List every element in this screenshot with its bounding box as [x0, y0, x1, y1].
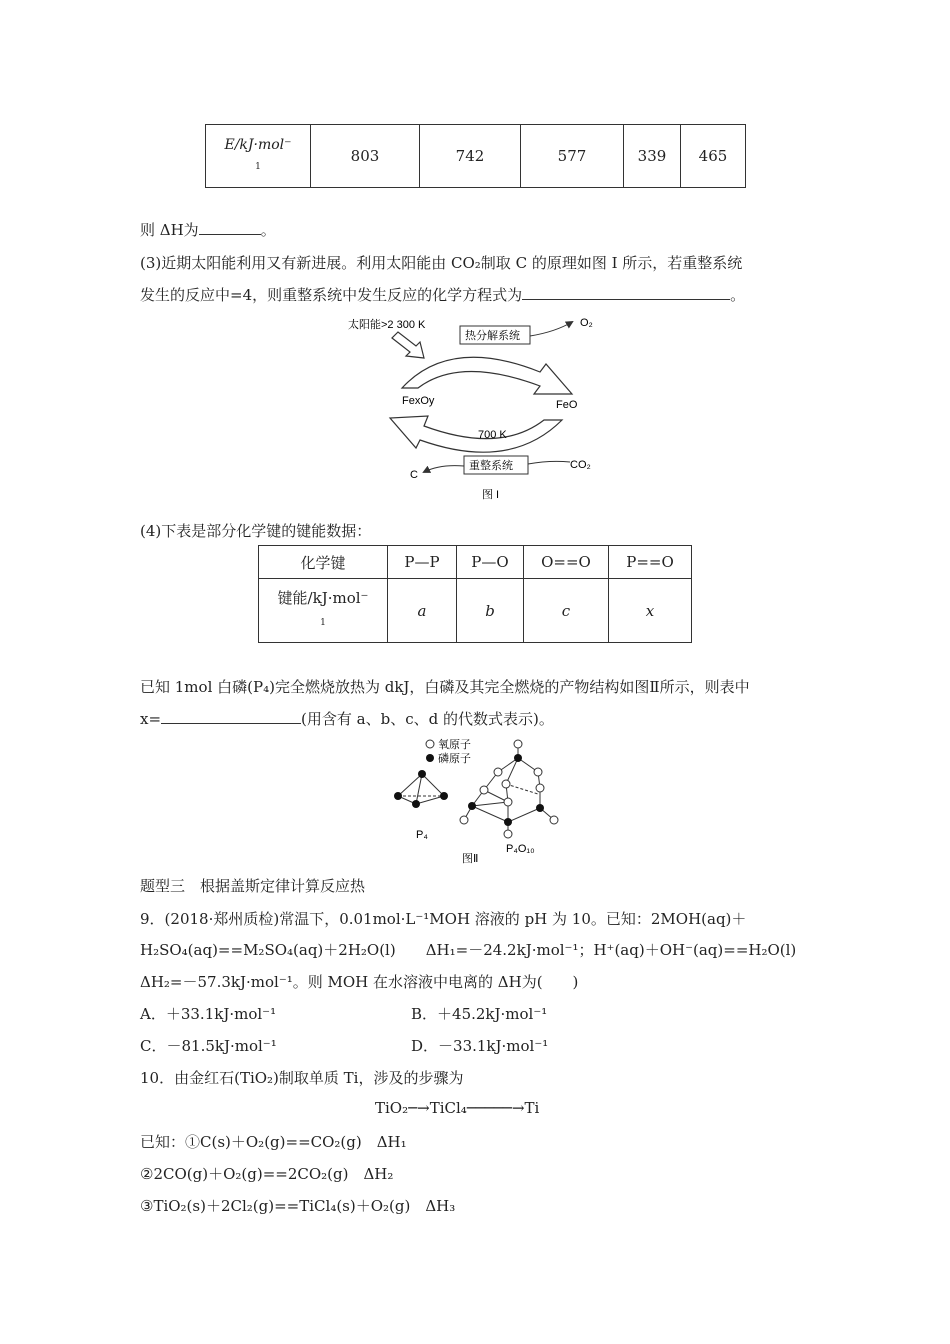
legend-oxygen: 氧原子	[438, 739, 471, 751]
energy-table	[205, 124, 746, 188]
q9-line3: ΔH₂=－57.3kJ·mol⁻¹。则 MOH 在水溶液中电离的 ΔH为( )	[140, 973, 579, 991]
energy-cell: 577	[521, 125, 624, 188]
bond-energy-table	[258, 545, 692, 643]
bond-energy-row-header	[259, 579, 388, 643]
q9-option-a: A．＋33.1kJ·mol⁻¹	[140, 1005, 277, 1023]
p4-structure	[398, 774, 444, 804]
q2-text-end: 。	[260, 221, 276, 239]
q10-scheme: TiO₂─→TiCl₄─────→Ti	[375, 1099, 540, 1117]
q9-option-c: C．－81.5kJ·mol⁻¹	[140, 1037, 277, 1055]
bond-header: P—P	[388, 546, 457, 579]
figure-2	[388, 736, 578, 864]
bond-energy-header-tail: 1	[320, 618, 326, 628]
temp-label: 700 K	[478, 429, 507, 441]
bond-energy-cell: a	[388, 579, 457, 643]
p4o10-label: P₄O₁₀	[506, 843, 535, 855]
figure-1	[340, 312, 610, 502]
energy-header-tail: 1	[255, 162, 261, 172]
bond-header: 化学键	[259, 546, 388, 579]
co2-line	[528, 461, 570, 464]
q2-text: 则 ΔH为	[140, 221, 199, 239]
fexoy-label: FexOy	[402, 395, 435, 407]
energy-header-text: E/kJ·mol⁻	[224, 137, 292, 153]
energy-cell: 465	[681, 125, 746, 188]
q3-line2	[140, 284, 745, 305]
q9-line2: H₂SO₄(aq)==M₂SO₄(aq)＋2H₂O(l) ΔH₁=－24.2kJ·mol⁻¹；H⁺(aq)＋OH⁻(aq)==H₂O(l)	[140, 941, 797, 959]
energy-cell: 803	[311, 125, 420, 188]
figure-2-caption: 图Ⅱ	[462, 853, 479, 864]
bond-energy-cell: b	[457, 579, 524, 643]
upper-cycle-arrow-icon	[402, 357, 572, 394]
reform-label: 重整系统	[469, 460, 513, 472]
phosphorus-legend-icon	[426, 754, 434, 762]
feo-label: FeO	[556, 399, 578, 411]
sun-arrow-icon	[392, 332, 424, 358]
q9-option-b: B．＋45.2kJ·mol⁻¹	[411, 1005, 548, 1023]
lower-cycle-arrow-icon	[390, 416, 562, 452]
oxygen-legend-icon	[426, 740, 434, 748]
o2-label: O₂	[580, 317, 593, 329]
q4b-line2-text: x=	[140, 710, 162, 728]
q3-line2-end: 。	[730, 286, 746, 304]
q4-intro: (4)下表是部分化学键的键能数据：	[140, 522, 372, 540]
answer-blank	[522, 285, 730, 300]
energy-cell: 339	[624, 125, 681, 188]
q10-line1: 10．由金红石(TiO₂)制取单质 Ti，涉及的步骤为	[140, 1069, 464, 1087]
q2-line	[140, 219, 276, 240]
q4b-line1: 已知 1mol 白磷(P₄)完全燃烧放热为 dkJ，白磷及其完全燃烧的产物结构如图Ⅱ所示，则表中	[140, 678, 750, 696]
q10-known-3: ③TiO₂(s)＋2Cl₂(g)==TiCl₄(s)＋O₂(g) ΔH₃	[140, 1197, 456, 1215]
section-3-heading: 题型三 根据盖斯定律计算反应热	[140, 877, 366, 895]
bond-header: P—O	[457, 546, 524, 579]
legend-phosphorus: 磷原子	[438, 753, 471, 765]
bond-header: O==O	[524, 546, 609, 579]
co2-label: CO₂	[570, 459, 591, 471]
bond-header: P==O	[609, 546, 692, 579]
q9-line1: 9．(2018·郑州质检)常温下，0.01mol·L⁻¹MOH 溶液的 pH 为 10。已知：2MOH(aq)＋	[140, 910, 747, 928]
q4b-line2-end: (用含有 a、b、c、d 的代数式表示)。	[301, 710, 554, 728]
answer-blank	[199, 220, 261, 235]
sun-label: 太阳能>2 300 K	[348, 319, 426, 331]
thermal-label: 热分解系统	[465, 330, 520, 342]
q10-known-2: ②2CO(g)＋O₂(g)==2CO₂(g) ΔH₂	[140, 1165, 394, 1183]
figure-1-caption: 图 I	[482, 489, 500, 501]
bond-energy-header-text: 键能/kJ·mol⁻	[277, 589, 369, 607]
o2-arrow-icon	[530, 322, 572, 336]
answer-blank	[161, 709, 301, 724]
q10-known-1: 已知：①C(s)＋O₂(g)==CO₂(g) ΔH₁	[140, 1133, 407, 1151]
energy-table-header	[206, 125, 311, 188]
q9-option-d: D．－33.1kJ·mol⁻¹	[411, 1037, 549, 1055]
q3-line1: (3)近期太阳能利用又有新进展。利用太阳能由 CO₂制取 C 的原理如图 I 所示，若重整系统	[140, 254, 743, 272]
q4b-line2	[140, 708, 554, 729]
c-label: C	[410, 469, 418, 481]
c-arrow-icon	[424, 466, 464, 472]
bond-energy-cell: c	[524, 579, 609, 643]
energy-cell: 742	[420, 125, 521, 188]
q3-line2-text: 发生的反应中=4，则重整系统中发生反应的化学方程式为	[140, 286, 523, 304]
p4-label: P₄	[416, 829, 428, 841]
bond-energy-cell: x	[609, 579, 692, 643]
